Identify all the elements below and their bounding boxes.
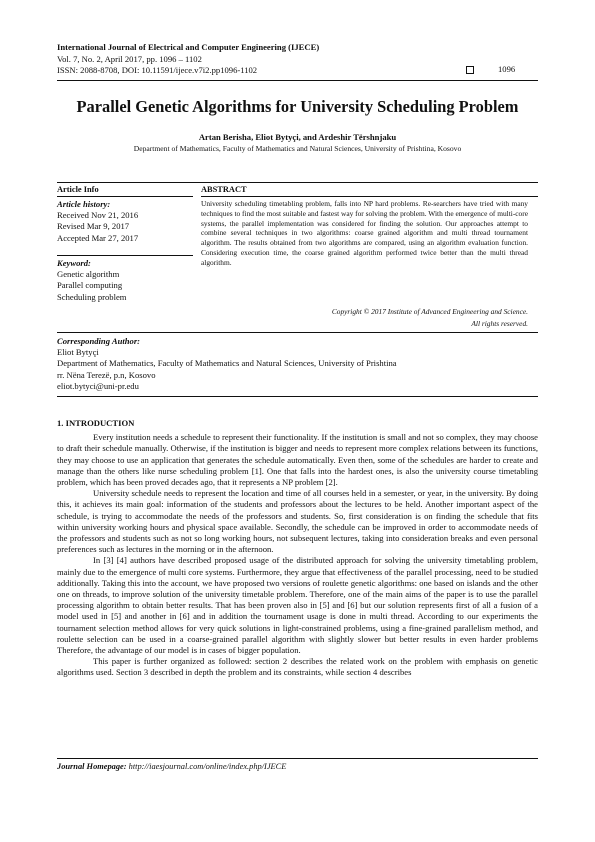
history-label: Article history:: [57, 199, 111, 209]
paragraph: This paper is further organized as followed: section 2 describes the related work on the problem with emphasis on genetic algorithms used. Section 3 described in depth the problem and its constraints, while section 4 describes: [57, 656, 538, 678]
affiliation: Department of Mathematics, Faculty of Mathematics and Natural Sciences, University of Prishtina, Kosovo: [133, 144, 462, 153]
keyword-item: Scheduling problem: [57, 291, 127, 302]
top-rule: [57, 182, 538, 183]
article-history: [57, 199, 138, 244]
paragraph: University schedule needs to represent the location and time of all courses held in a semester, or year, in the university. By doing this, it achieves its main goal: information of the students and professors about the lectures to be held. Another important aspect of the schedule, is trying to accommodate the needs of the professors and students. So, first consideration is on finding the schedule that fits within university working hours and physical space available. Secondly, the schedule can be improved in order to accommodate needs of the professors and students such as not so long working hours, not subsequent lectures, taking into consideration breaks and even personal preferences such as lectures in the morning or in the afternoon.: [57, 488, 538, 555]
section-heading: 1. INTRODUCTION: [57, 418, 135, 428]
footer-label: Journal Homepage:: [57, 762, 127, 771]
author-name: Eliot Bytyçi: [57, 347, 99, 358]
rights-line: All rights reserved.: [471, 319, 528, 328]
author-department: Department of Mathematics, Faculty of Mathematics and Natural Sciences, University of Prishtina: [57, 358, 397, 369]
corresponding-label: Corresponding Author:: [57, 336, 141, 346]
corresponding-author: [57, 336, 397, 392]
received-date: Received Nov 21, 2016: [57, 210, 139, 221]
revised-date: Revised Mar 9, 2017: [57, 221, 130, 232]
authors: Artan Berisha, Eliot Bytyçi, and Ardeshir Tërshnjaku: [198, 132, 397, 142]
author-email: eliot.bytyci@uni-pr.edu: [57, 380, 139, 391]
copyright-line: Copyright © 2017 Institute of Advanced Engineering and Science.: [331, 307, 528, 316]
introduction-section: [57, 418, 538, 679]
issn-doi: ISSN: 2088-8708, DOI: 10.11591/ijece.v7i2.pp1096-1102: [57, 65, 258, 76]
info-rule: [57, 196, 193, 197]
paragraph: Every institution needs a schedule to represent their functionality. If the institution is small and not so complex, they may choose to draft their schedule manually. Otherwise, if the institution is bigger and needs to represent more complex relations between its functions, they may choose to use an application that generates the schedule automatically. Even then, some of the schedules are harder to create and manage than the others like nurse scheduling problem [1]. One that falls into the hardest ones, is also the university course timetabling problem, which has been proved decades ago, that it represents a NP problem [2].: [57, 432, 538, 488]
article-info-heading: Article Info: [57, 185, 99, 194]
volume-info: Vol. 7, No. 2, April 2017, pp. 1096 – 1102: [57, 53, 202, 64]
keyword-rule: [57, 255, 193, 256]
abstract-rule: [201, 196, 538, 197]
running-header: [57, 42, 319, 77]
keyword-block: [57, 258, 126, 303]
square-icon: [466, 66, 474, 74]
abstract-heading: ABSTRACT: [201, 185, 247, 194]
abstract-text: University scheduling timetabling problem, falls into NP hard problems. Re-searchers have tried with many techniques to find the most suitable and fastest way for solving the problem. With the emergence of multi-core systems, the parallel implementation was considered for finding the solution. Our approaches attempt to combine several techniques in two algorithms: coarse grained algorithm and multi thread tournament algorithm. The results obtained from two algorithms are compared, using an algorithm evaluation function. Considering execution time, the coarse grained algorithm performed twice better than the multi thread algorithm.: [201, 199, 528, 267]
paragraph: In [3] [4] authors have described proposed usage of the distributed approach for solving the university timetabling problem, mainly due to the emergence of multi core systems. Furthermore, they argue that effectiveness of the parallel processing, need to be studied additionally. Taking this into the account, we have proposed two versions of roulette genetic algorithms: one based on islands and the other one on threads, to improve solution of the university timetable problem. Therefore, one of the main aims of the paper is to use the parallel processing algorithm to obtain better results. That has been proven also in [5] and [6] but our solution represents first of all a fusion of a model used in [5] and another in [6] and in addition the tournament usage is done in multi thread. According to our experiments the tournament selection method allows for very quick solutions in light-constrained problems, using a fine-grained parallelism method, and roulette selection can be used in a coarse-grained parallel algorithm with slightly slower but better results in even harder problems Therefore, the advantage of our model is in cases of bigger population.: [57, 555, 538, 656]
journal-footer: [57, 762, 286, 771]
bottom-rule: [57, 396, 538, 397]
author-address: rr. Nëna Terezë, p.n, Kosovo: [57, 369, 156, 380]
footer-rule: [57, 758, 538, 759]
header-rule: [57, 80, 538, 81]
homepage-link[interactable]: http://iaesjournal.com/online/index.php/IJECE: [128, 762, 287, 771]
keyword-label: Keyword:: [57, 258, 91, 268]
mid-rule: [57, 332, 538, 333]
keyword-item: Parallel computing: [57, 280, 123, 291]
paper-title: Parallel Genetic Algorithms for University Scheduling Problem: [76, 97, 519, 116]
keyword-item: Genetic algorithm: [57, 269, 120, 280]
page-number: 1096: [498, 64, 516, 74]
accepted-date: Accepted Mar 27, 2017: [57, 232, 139, 243]
journal-name: International Journal of Electrical and Computer Engineering (IJECE): [57, 42, 320, 52]
